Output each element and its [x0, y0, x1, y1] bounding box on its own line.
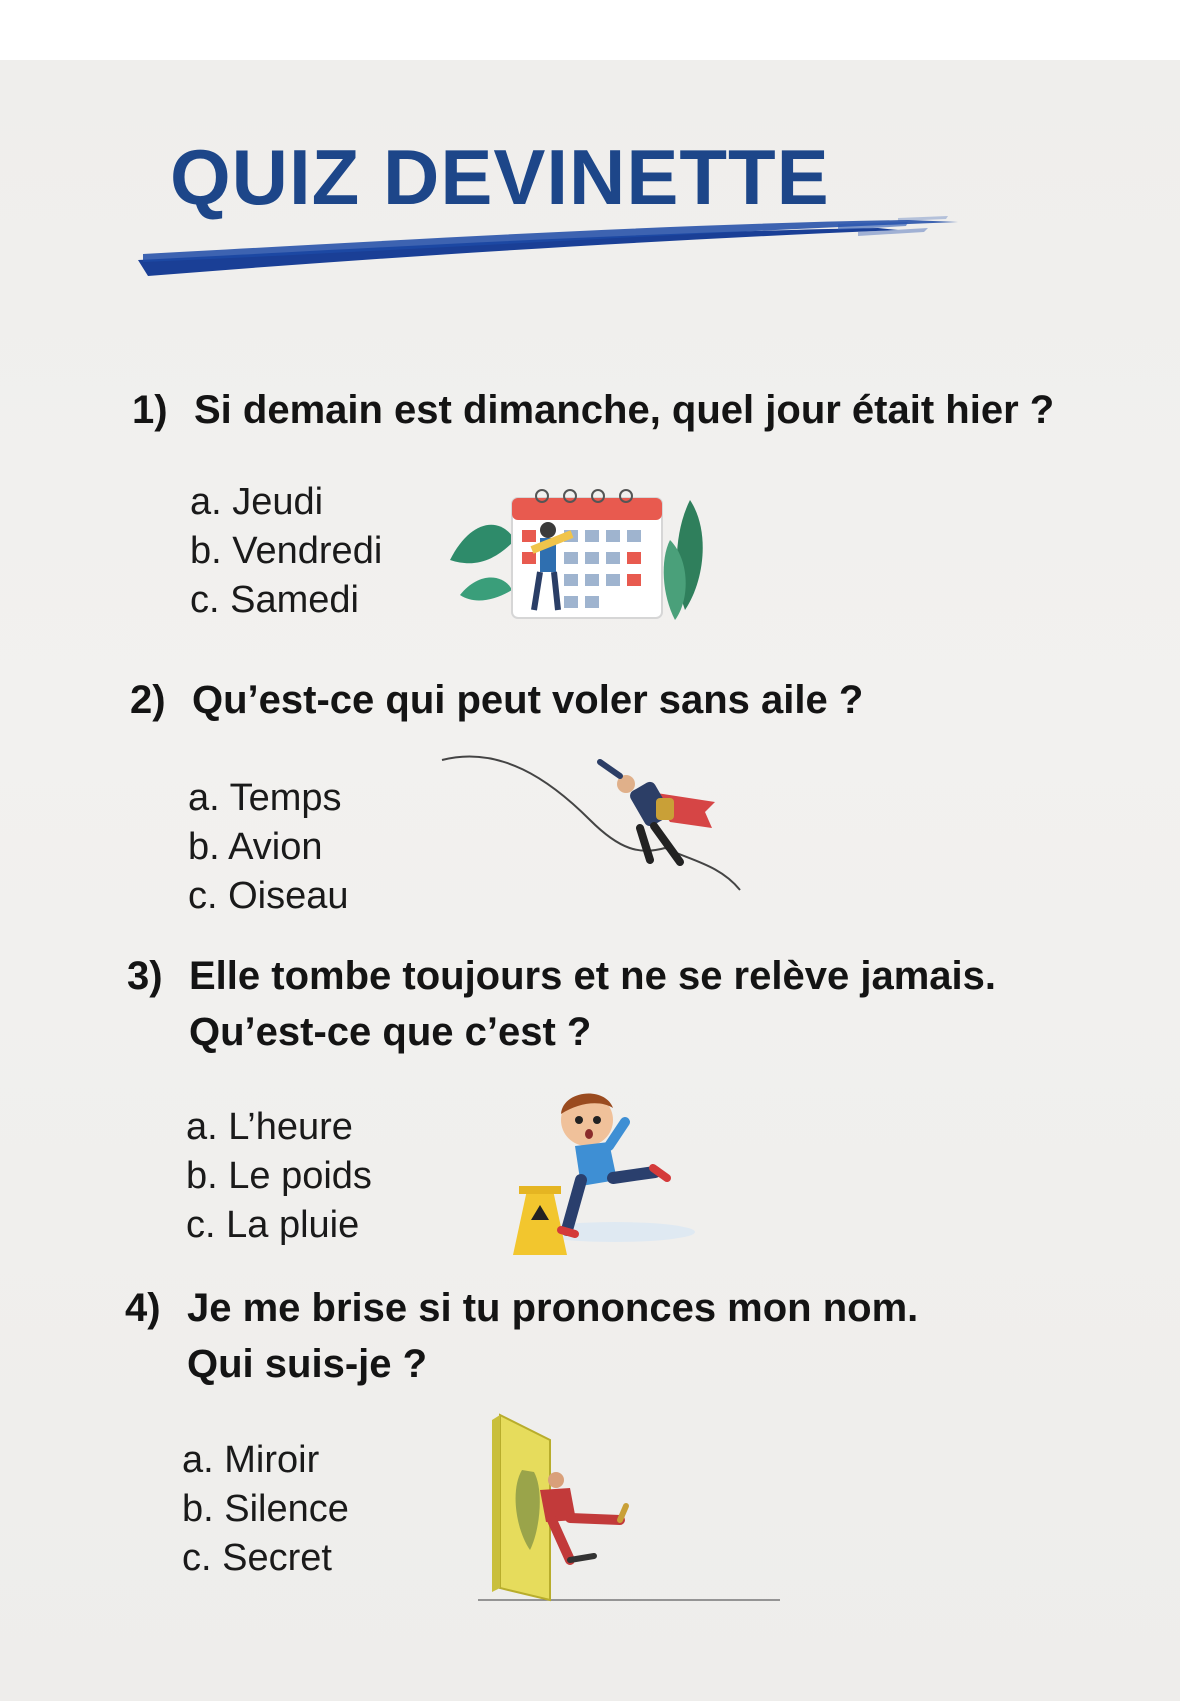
- question-1: [132, 382, 1054, 438]
- options-list-4: [182, 1436, 349, 1583]
- breaking-wall-icon: [470, 1410, 790, 1610]
- option-b[interactable]: b. Avion: [188, 826, 323, 868]
- calendar-icon: [440, 460, 730, 630]
- question-text: Je me brise si tu prononces mon nom. Qui suis-je ?: [187, 1286, 919, 1386]
- options-list-3: [186, 1103, 372, 1250]
- quiz-page: [0, 60, 1180, 1701]
- option-c[interactable]: c. La pluie: [186, 1204, 360, 1246]
- page-title: QUIZ DEVINETTE: [170, 133, 830, 221]
- question-text: Qu’est-ce qui peut voler sans aile ?: [192, 678, 864, 722]
- question-3: [127, 948, 996, 1060]
- question-number: 1): [132, 388, 168, 432]
- option-a[interactable]: a. L’heure: [186, 1106, 353, 1148]
- brush-underline: [138, 210, 998, 290]
- option-c[interactable]: c. Oiseau: [188, 875, 349, 917]
- flying-superhero-icon: [440, 750, 760, 900]
- option-b[interactable]: b. Vendredi: [190, 530, 383, 572]
- option-c[interactable]: c. Secret: [182, 1537, 332, 1579]
- question-4: [125, 1280, 918, 1392]
- option-a[interactable]: a. Miroir: [182, 1439, 320, 1481]
- question-text: Si demain est dimanche, quel jour était hier ?: [194, 388, 1055, 432]
- option-b[interactable]: b. Le poids: [186, 1155, 372, 1197]
- option-a[interactable]: a. Jeudi: [190, 481, 324, 523]
- options-list-1: [190, 478, 382, 625]
- question-text: Elle tombe toujours et ne se relève jamais. Qu’est-ce que c’est ?: [189, 954, 996, 1054]
- question-number: 4): [125, 1286, 161, 1330]
- slipping-boy-icon: [505, 1080, 705, 1255]
- question-number: 2): [130, 678, 166, 722]
- option-c[interactable]: c. Samedi: [190, 579, 359, 621]
- question-number: 3): [127, 954, 163, 998]
- option-a[interactable]: a. Temps: [188, 777, 342, 819]
- options-list-2: [188, 774, 349, 921]
- question-2: [130, 672, 863, 728]
- option-b[interactable]: b. Silence: [182, 1488, 349, 1530]
